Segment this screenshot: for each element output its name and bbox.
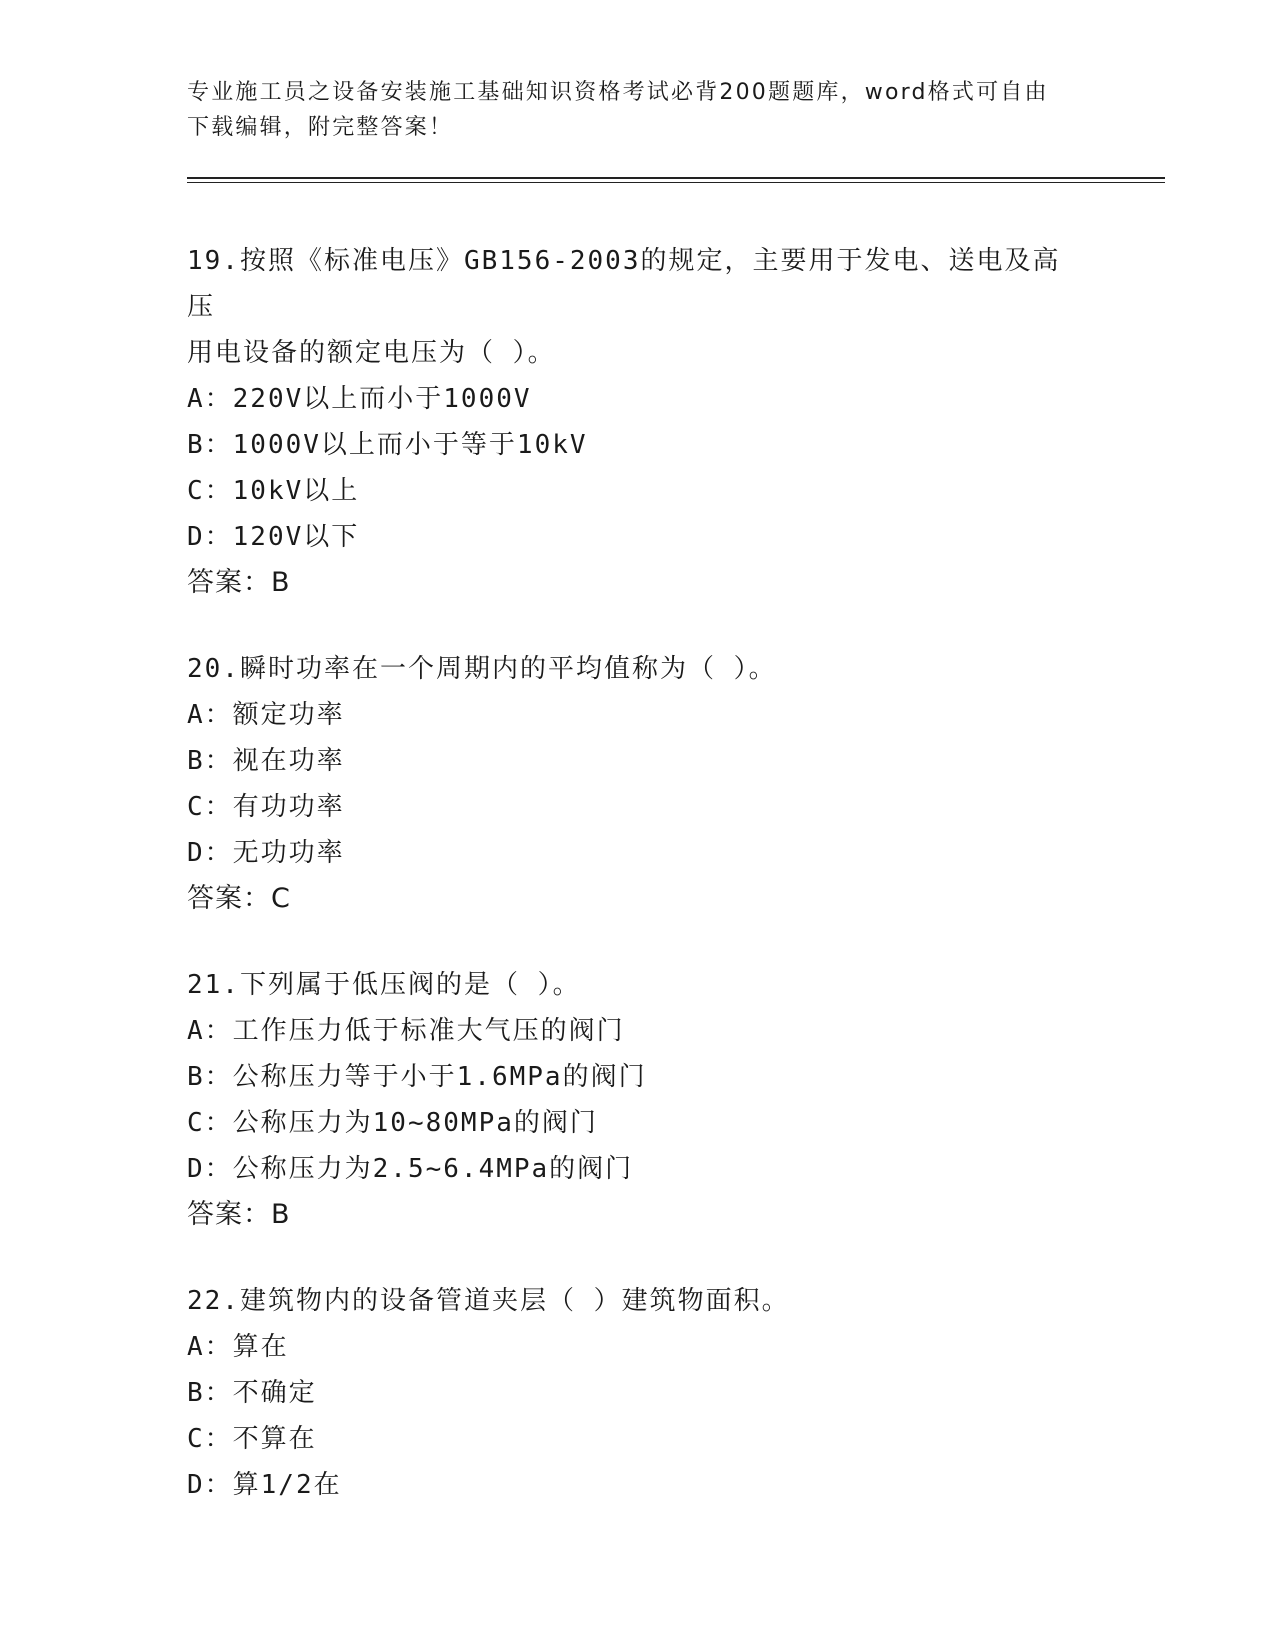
- option-b: B：公称压力等于小于1.6MPa的阀门: [187, 1062, 647, 1092]
- question-21: [187, 962, 1087, 1238]
- option-d: D：公称压力为2.5~6.4MPa的阀门: [187, 1154, 634, 1184]
- option-c: C：10kV以上: [187, 476, 360, 506]
- question-stem: 21.下列属于低压阀的是（ ）。: [187, 970, 581, 1000]
- question-stem-continued: 用电设备的额定电压为（ ）。: [187, 338, 556, 368]
- option-b: B：1000V以上而小于等于10kV: [187, 430, 588, 460]
- option-c: C：公称压力为10~80MPa的阀门: [187, 1108, 598, 1138]
- header-divider-thick: [187, 177, 1165, 179]
- option-a: A：220V以上而小于1000V: [187, 384, 532, 414]
- option-b: B：不确定: [187, 1378, 317, 1408]
- document-header: 专业施工员之设备安装施工基础知识资格考试必背200题题库，word格式可自由下载编辑，附完整答案！: [187, 80, 1049, 140]
- question-list: [187, 238, 1087, 1548]
- question-stem: 19.按照《标准电压》GB156-2003的规定，主要用于发电、送电及高压: [187, 246, 1061, 322]
- option-c: C：有功功率: [187, 792, 345, 822]
- option-d: D：算1/2在: [187, 1470, 342, 1500]
- answer: 答案：C: [187, 883, 291, 914]
- option-d: D：120V以下: [187, 522, 360, 552]
- answer: 答案：B: [187, 1199, 291, 1230]
- question-stem: 22.建筑物内的设备管道夹层（ ）建筑物面积。: [187, 1286, 790, 1316]
- option-a: A：工作压力低于标准大气压的阀门: [187, 1016, 625, 1046]
- option-c: C：不算在: [187, 1424, 317, 1454]
- option-a: A：算在: [187, 1332, 289, 1362]
- question-22: [187, 1278, 1087, 1508]
- question-stem: 20.瞬时功率在一个周期内的平均值称为（ ）。: [187, 654, 777, 684]
- answer: 答案：B: [187, 567, 291, 598]
- option-a: A：额定功率: [187, 700, 345, 730]
- option-b: B：视在功率: [187, 746, 345, 776]
- option-d: D：无功功率: [187, 838, 345, 868]
- header-divider-thin: [187, 182, 1165, 183]
- question-20: [187, 646, 1087, 922]
- question-19: [187, 238, 1087, 606]
